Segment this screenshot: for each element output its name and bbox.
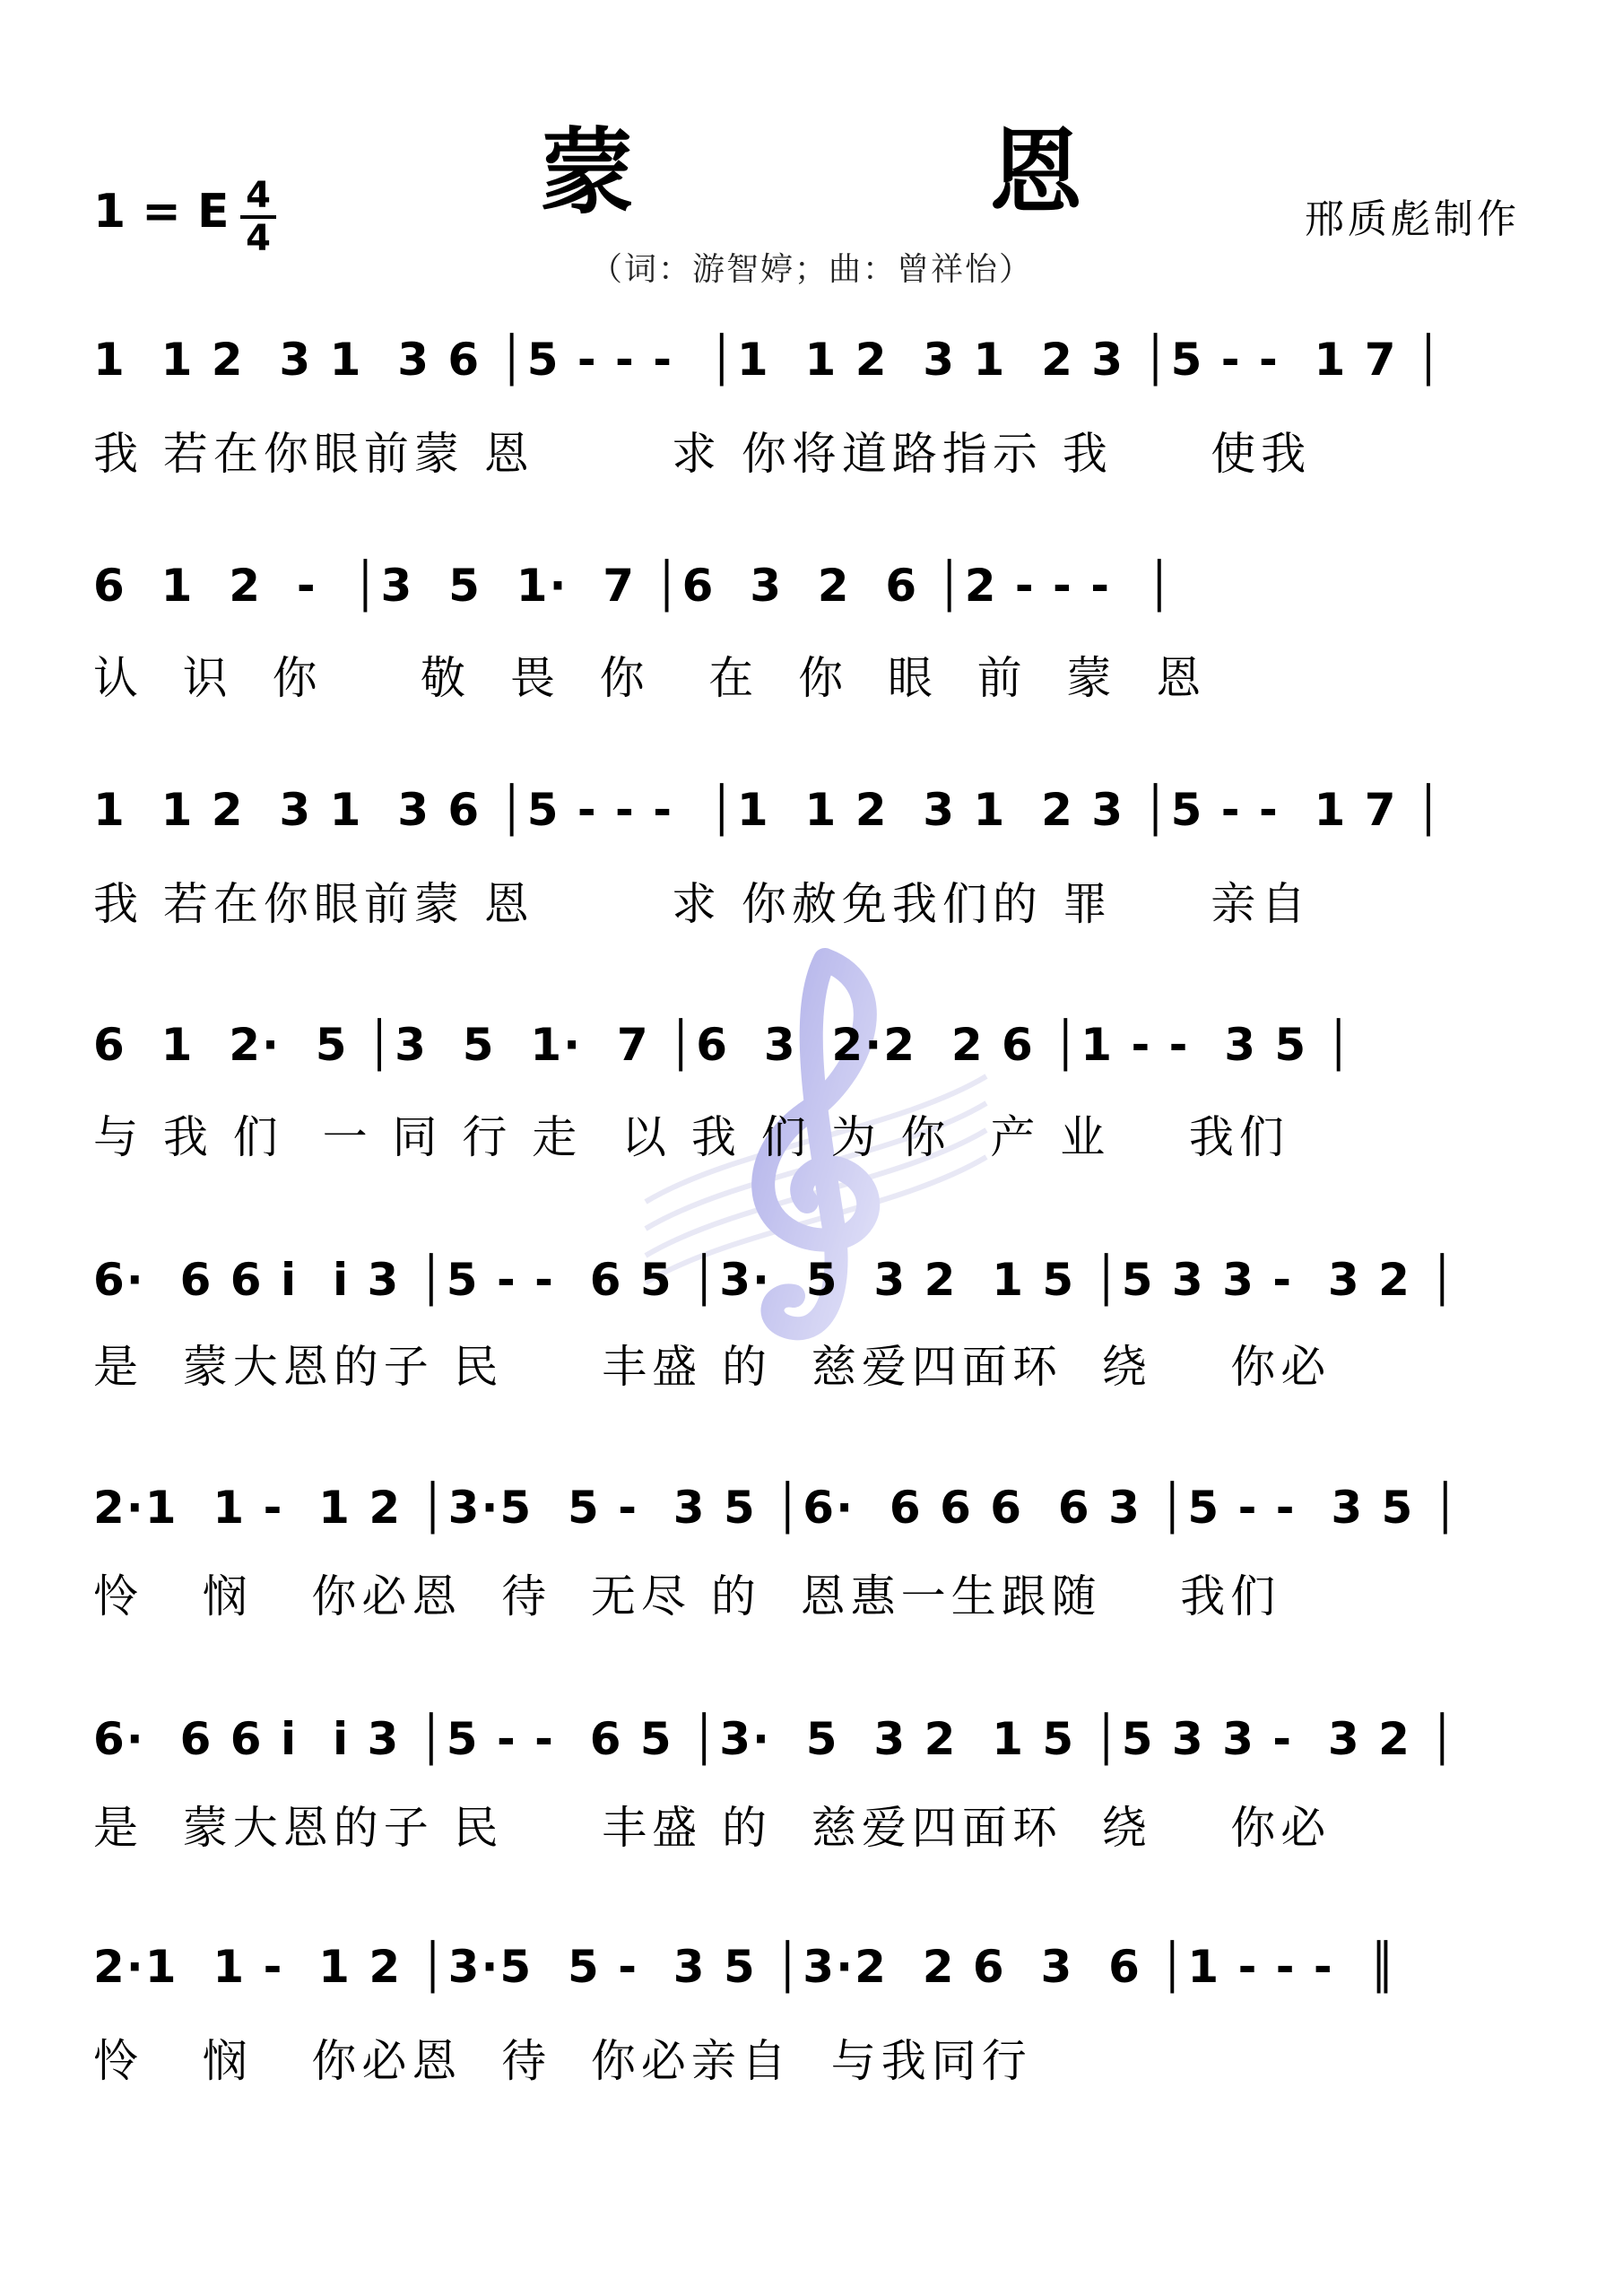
time-signature-bottom: 4 (246, 218, 271, 259)
lyric-line-5: 是 蒙大恩的子 民 丰盛 的 慈爱四面环 绕 你必 (93, 1341, 1332, 1393)
lyric-line-7: 是 蒙大恩的子 民 丰盛 的 慈爱四面环 绕 你必 (93, 1802, 1332, 1854)
notation-line-4: 6 1 2· 5 │3 5 1· 7 │6 3 2·2 2 6 │1 - - 3 5 │ (93, 1019, 1354, 1071)
notation-line-7: 6· 6 6 i i 3 │5 - - 6 5 │3· 5 3 2 1 5 │5 3 3 - 3 2 │ (93, 1713, 1458, 1765)
notation-line-6: 2·1 1 - 1 2 │3·5 5 - 3 5 │6· 6 6 6 6 3 │5 - - 3 5 │ (93, 1482, 1461, 1534)
notation-line-2: 6 1 2 - │3 5 1· 7 │6 3 2 6 │2 - - - │ (93, 560, 1175, 612)
lyric-line-8: 怜 悯 你必恩 待 你必亲自 与我同行 (93, 2035, 1032, 2087)
lyricist-composer-credit: （词：游智婷；曲：曾祥怡） (589, 251, 1033, 288)
lyric-line-2: 认 识 你 敬 畏 你 在 你 眼 前 蒙 恩 (93, 652, 1207, 704)
notation-line-3: 1 1 2 3 1 3 6 │5 - - - │1 1 2 3 1 2 3 │5 - - 1 7 │ (93, 784, 1445, 836)
notation-line-5: 6· 6 6 i i 3 │5 - - 6 5 │3· 5 3 2 1 5 │5 3 3 - 3 2 │ (93, 1254, 1458, 1306)
notation-line-1: 1 1 2 3 1 3 6 │5 - - - │1 1 2 3 1 2 3 │5 - - 1 7 │ (93, 334, 1445, 386)
key-signature: 1 = E (93, 185, 230, 239)
lyric-line-1: 我 若在你眼前蒙 恩 求 你将道路指示 我 使我 (93, 428, 1312, 480)
arranger-credit: 邢质彪制作 (1305, 196, 1520, 242)
lyric-line-3: 我 若在你眼前蒙 恩 求 你赦免我们的 罪 亲自 (93, 878, 1312, 930)
time-signature-top: 4 (246, 175, 271, 216)
lyric-line-4: 与 我 们 一 同 行 走 以 我 们 为 你 产 业 我们 (93, 1111, 1289, 1163)
score-title: 蒙 恩 (540, 117, 1245, 227)
notation-line-8: 2·1 1 - 1 2 │3·5 5 - 3 5 │3·2 2 6 3 6 │1 - - - ║ (93, 1941, 1398, 1993)
lyric-line-6: 怜 悯 你必恩 待 无尽 的 恩惠一生跟随 我们 (93, 1570, 1281, 1622)
